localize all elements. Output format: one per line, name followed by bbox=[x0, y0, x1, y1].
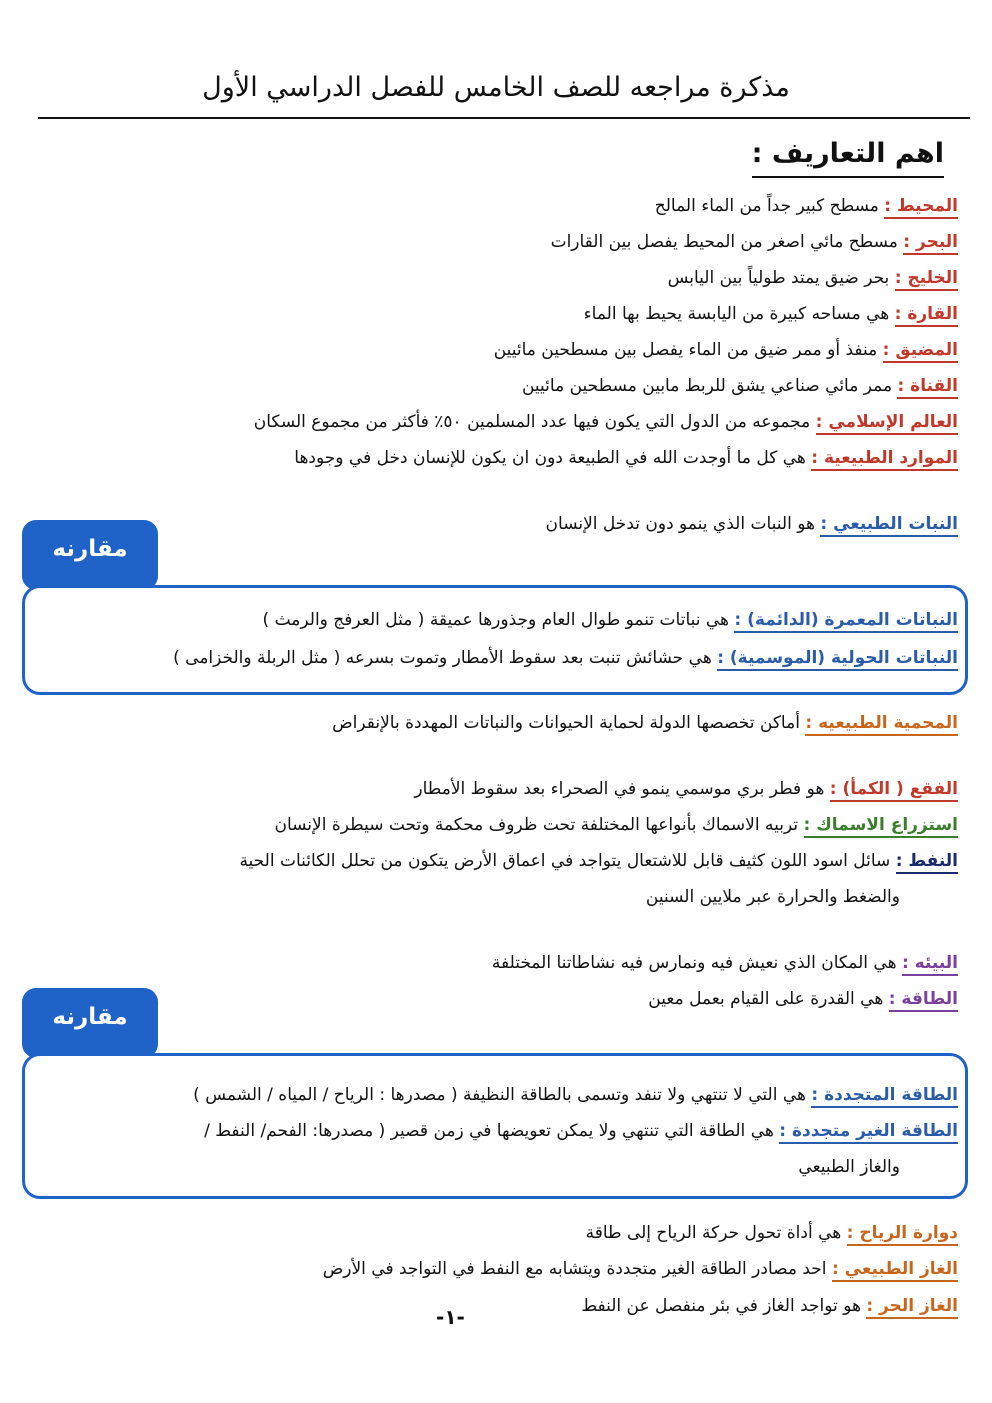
definition-term: الطاقة المتجددة : bbox=[811, 1085, 958, 1108]
definition-gulf bbox=[36, 260, 958, 296]
definition-term: الموارد الطبيعية : bbox=[811, 448, 958, 471]
definition-text: هي القدرة على القيام بعمل معين bbox=[648, 989, 889, 1009]
definition-term: الفقع ( الكمأ) : bbox=[830, 779, 958, 802]
title-divider bbox=[38, 117, 970, 119]
definition-text: هي أداة تحول حركة الرياح إلى طاقة bbox=[585, 1223, 847, 1243]
definition-term: دوارة الرياح : bbox=[847, 1223, 958, 1246]
definition-text: بحر ضيق يمتد طولياً بين اليابس bbox=[667, 268, 895, 288]
definition-term: استزراع الاسماك : bbox=[804, 815, 959, 838]
definition-term: النبات الطبيعي : bbox=[820, 514, 958, 537]
definition-text: هي الطاقة التي تنتهي ولا يمكن تعويضها في زمن قصير ( مصدرها: الفحم/ النفط / bbox=[204, 1121, 780, 1141]
definition-text: تربيه الاسماك بأنواعها المختلفة تحت ظروف محكمة وتحت سيطرة الإنسان bbox=[274, 815, 804, 835]
definition-term: القارة : bbox=[895, 304, 958, 327]
definition-text: مسطح كبير جداً من الماء المالح bbox=[654, 196, 885, 216]
definition-term: البحر : bbox=[903, 232, 958, 255]
definition-text: مسطح مائي اصغر من المحيط يفصل بين القارات bbox=[550, 232, 904, 252]
definition-term: المحمية الطبيعيه : bbox=[805, 713, 958, 736]
compare-tab: مقارنه bbox=[22, 520, 158, 590]
definition-energy bbox=[36, 981, 958, 1017]
definition-text: هي كل ما أوجدت الله في الطبيعة دون ان يكون للإنسان دخل في وجودها bbox=[294, 448, 812, 468]
section-heading: اهم التعاريف : bbox=[752, 132, 944, 178]
definition-text: هي حشائش تنبت بعد سقوط الأمطار وتموت بسرعه ( مثل الربلة والخزامى ) bbox=[173, 648, 718, 668]
definition-text: منفذ أو ممر ضيق من الماء يفصل بين مسطحين مائيين bbox=[493, 340, 883, 360]
definition-term: النفط : bbox=[896, 851, 958, 874]
definition-text: هي نباتات تنمو طوال العام وجذورها عميقة ( مثل العرفج والرمث ) bbox=[262, 610, 735, 630]
definition-term: القناة : bbox=[897, 376, 958, 399]
definition-text: سائل اسود اللون كثيف قابل للاشتعال يتواجد في اعماق الأرض يتكون من تحلل الكائنات الحية bbox=[239, 851, 896, 871]
definition-term: البيئه : bbox=[902, 953, 958, 976]
definition-renewable-energy bbox=[36, 1077, 958, 1113]
definition-natural-gas bbox=[36, 1251, 958, 1287]
definition-canal bbox=[36, 368, 958, 404]
definition-nonrenewable-continuation: والغاز الطبيعي bbox=[798, 1157, 900, 1177]
definition-term: الطاقة الغير متجددة : bbox=[779, 1121, 958, 1144]
definition-free-gas bbox=[36, 1288, 958, 1324]
definition-term: الغاز الطبيعي : bbox=[832, 1259, 958, 1282]
definition-truffle bbox=[36, 771, 958, 807]
definition-oil bbox=[36, 843, 958, 879]
definition-text: هو تواجد الغاز في بئر منفصل عن النفط bbox=[581, 1296, 867, 1316]
definition-sea bbox=[36, 224, 958, 260]
definition-text: هي التي لا تنتهي ولا تنفد وتسمى بالطاقة النظيفة ( مصدرها : الرياح / المياه / الشمس ) bbox=[193, 1085, 812, 1105]
definition-text: هو النبات الذي ينمو دون تدخل الإنسان bbox=[545, 514, 821, 534]
definition-natural-plants bbox=[36, 506, 958, 542]
definition-text: احد مصادر الطاقة الغير متجددة ويتشابه مع النفط في التواجد في الأرض bbox=[322, 1259, 832, 1279]
definition-natural-resources bbox=[36, 440, 958, 476]
definition-term: العالم الإسلامي : bbox=[816, 412, 958, 435]
definition-perennial-plants bbox=[36, 602, 958, 638]
definition-ocean bbox=[36, 188, 958, 224]
definition-fish-farming bbox=[36, 807, 958, 843]
compare-tab: مقارنه bbox=[22, 988, 158, 1058]
definition-nonrenewable-energy bbox=[36, 1113, 958, 1149]
definition-term: الغاز الحر : bbox=[866, 1296, 958, 1319]
definition-text: هو فطر بري موسمي ينمو في الصحراء بعد سقوط الأمطار bbox=[414, 779, 830, 799]
definition-term: النباتات الحولية (الموسمية) : bbox=[717, 648, 958, 671]
definition-nature-reserve bbox=[36, 705, 958, 741]
page-number: -١- bbox=[436, 1305, 465, 1329]
definition-term: المحيط : bbox=[884, 196, 958, 219]
definition-text: هي المكان الذي نعيش فيه ونمارس فيه نشاطاتنا المختلفة bbox=[491, 953, 902, 973]
definition-oil-continuation: والضغط والحرارة عبر ملايين السنين bbox=[645, 887, 900, 907]
definition-environment bbox=[36, 945, 958, 981]
definition-term: الطاقة : bbox=[889, 989, 958, 1012]
definition-islamic-world bbox=[36, 404, 958, 440]
definition-text: مجموعه من الدول التي يكون فيها عدد المسلمين ٥٠٪ فأكثر من مجموع السكان bbox=[253, 412, 816, 432]
definition-text: ممر مائي صناعي يشق للربط مابين مسطحين مائيين bbox=[521, 376, 898, 396]
definition-strait bbox=[36, 332, 958, 368]
definition-wind-turbine bbox=[36, 1215, 958, 1251]
definition-text: هي مساحه كبيرة من اليابسة يحيط بها الماء bbox=[583, 304, 895, 324]
definition-term: الخليج : bbox=[895, 268, 958, 291]
definition-text: أماكن تخصصها الدولة لحماية الحيوانات والنباتات المهددة بالإنقراض bbox=[332, 713, 806, 733]
definition-continent bbox=[36, 296, 958, 332]
definition-term: المضيق : bbox=[883, 340, 958, 363]
definition-annual-plants bbox=[36, 640, 958, 676]
definition-term: النباتات المعمرة (الدائمة) : bbox=[734, 610, 958, 633]
page-title: مذكرة مراجعه للصف الخامس للفصل الدراسي الأول bbox=[202, 72, 790, 103]
